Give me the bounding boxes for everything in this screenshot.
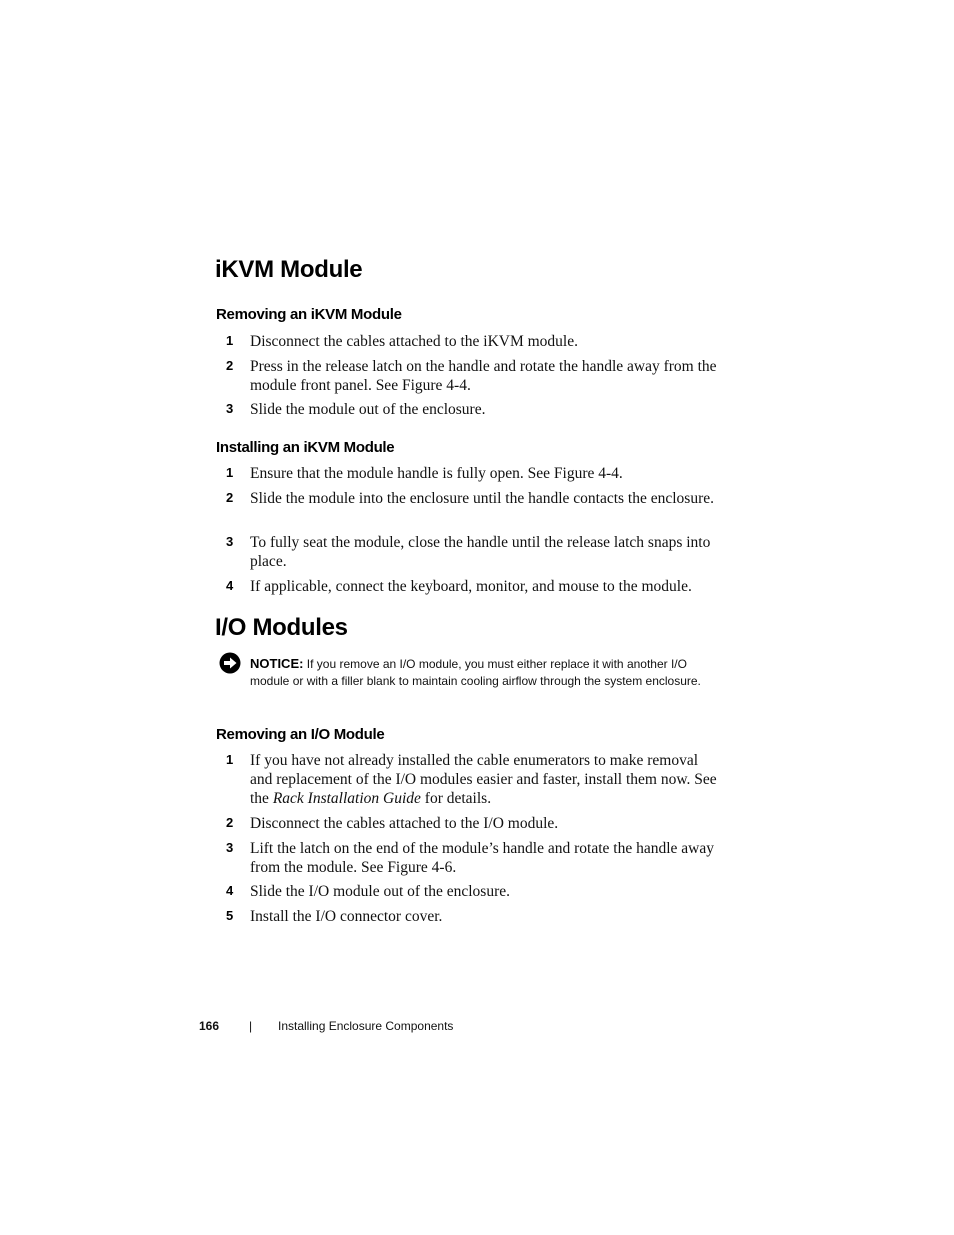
section-title-io-modules: I/O Modules [215, 614, 348, 641]
heading-installing-ikvm: Installing an iKVM Module [216, 439, 395, 456]
notice-arrow-icon [219, 652, 241, 674]
notice-body: If you remove an I/O module, you must either replace it with another I/O module or with a filler blank to maintain cooling airflow through the system enclosure. [250, 657, 701, 688]
step-number: 3 [226, 401, 234, 416]
step-text: Lift the latch on the end of the module’s handle and rotate the handle away from the module. See Figure 4-6. [250, 840, 714, 876]
step-number: 1 [226, 465, 234, 480]
step-number: 3 [226, 534, 234, 549]
step-text: Install the I/O connector cover. [250, 908, 443, 925]
step-number: 1 [226, 333, 234, 348]
footer-separator: | [249, 1019, 253, 1033]
step-number: 2 [226, 815, 234, 830]
step-text: Disconnect the cables attached to the I/O module. [250, 815, 559, 832]
step-text: Press in the release latch on the handle and rotate the handle away from the module front panel. See Figure 4-4. [250, 358, 717, 394]
step-text-part: If you have not already installed the cable enumerators to make removal and replacement of the I/O modules easier and faster, install them now. See the [250, 752, 717, 807]
step-text-part: for details. [420, 790, 492, 807]
heading-removing-io: Removing an I/O Module [216, 726, 385, 743]
chapter-title: Installing Enclosure Components [278, 1019, 454, 1033]
page-number: 166 [199, 1019, 220, 1033]
step-text: Slide the module out of the enclosure. [250, 401, 486, 418]
step-text: If applicable, connect the keyboard, monitor, and mouse to the module. [250, 578, 692, 595]
step-text: Ensure that the module handle is fully open. See Figure 4-4. [250, 465, 623, 482]
step-number: 5 [226, 908, 234, 923]
step-number: 3 [226, 840, 234, 855]
step-number: 4 [226, 578, 234, 593]
step-text: Slide the I/O module out of the enclosure. [250, 883, 510, 900]
step-number: 1 [226, 752, 234, 767]
step-text [250, 751, 720, 808]
guide-title: Rack Installation Guide [272, 790, 421, 807]
step-text: To fully seat the module, close the handle until the release latch snaps into place. [250, 534, 711, 570]
notice-label: NOTICE: [250, 656, 304, 671]
section-title-ikvm: iKVM Module [215, 256, 363, 283]
step-text: Slide the module into the enclosure until the handle contacts the enclosure. [250, 490, 715, 507]
step-number: 2 [226, 490, 234, 505]
step-number: 2 [226, 358, 234, 373]
heading-removing-ikvm: Removing an iKVM Module [216, 306, 402, 323]
step-text: Disconnect the cables attached to the iKVM module. [250, 333, 578, 350]
step-number: 4 [226, 883, 234, 898]
notice-text [250, 655, 715, 690]
